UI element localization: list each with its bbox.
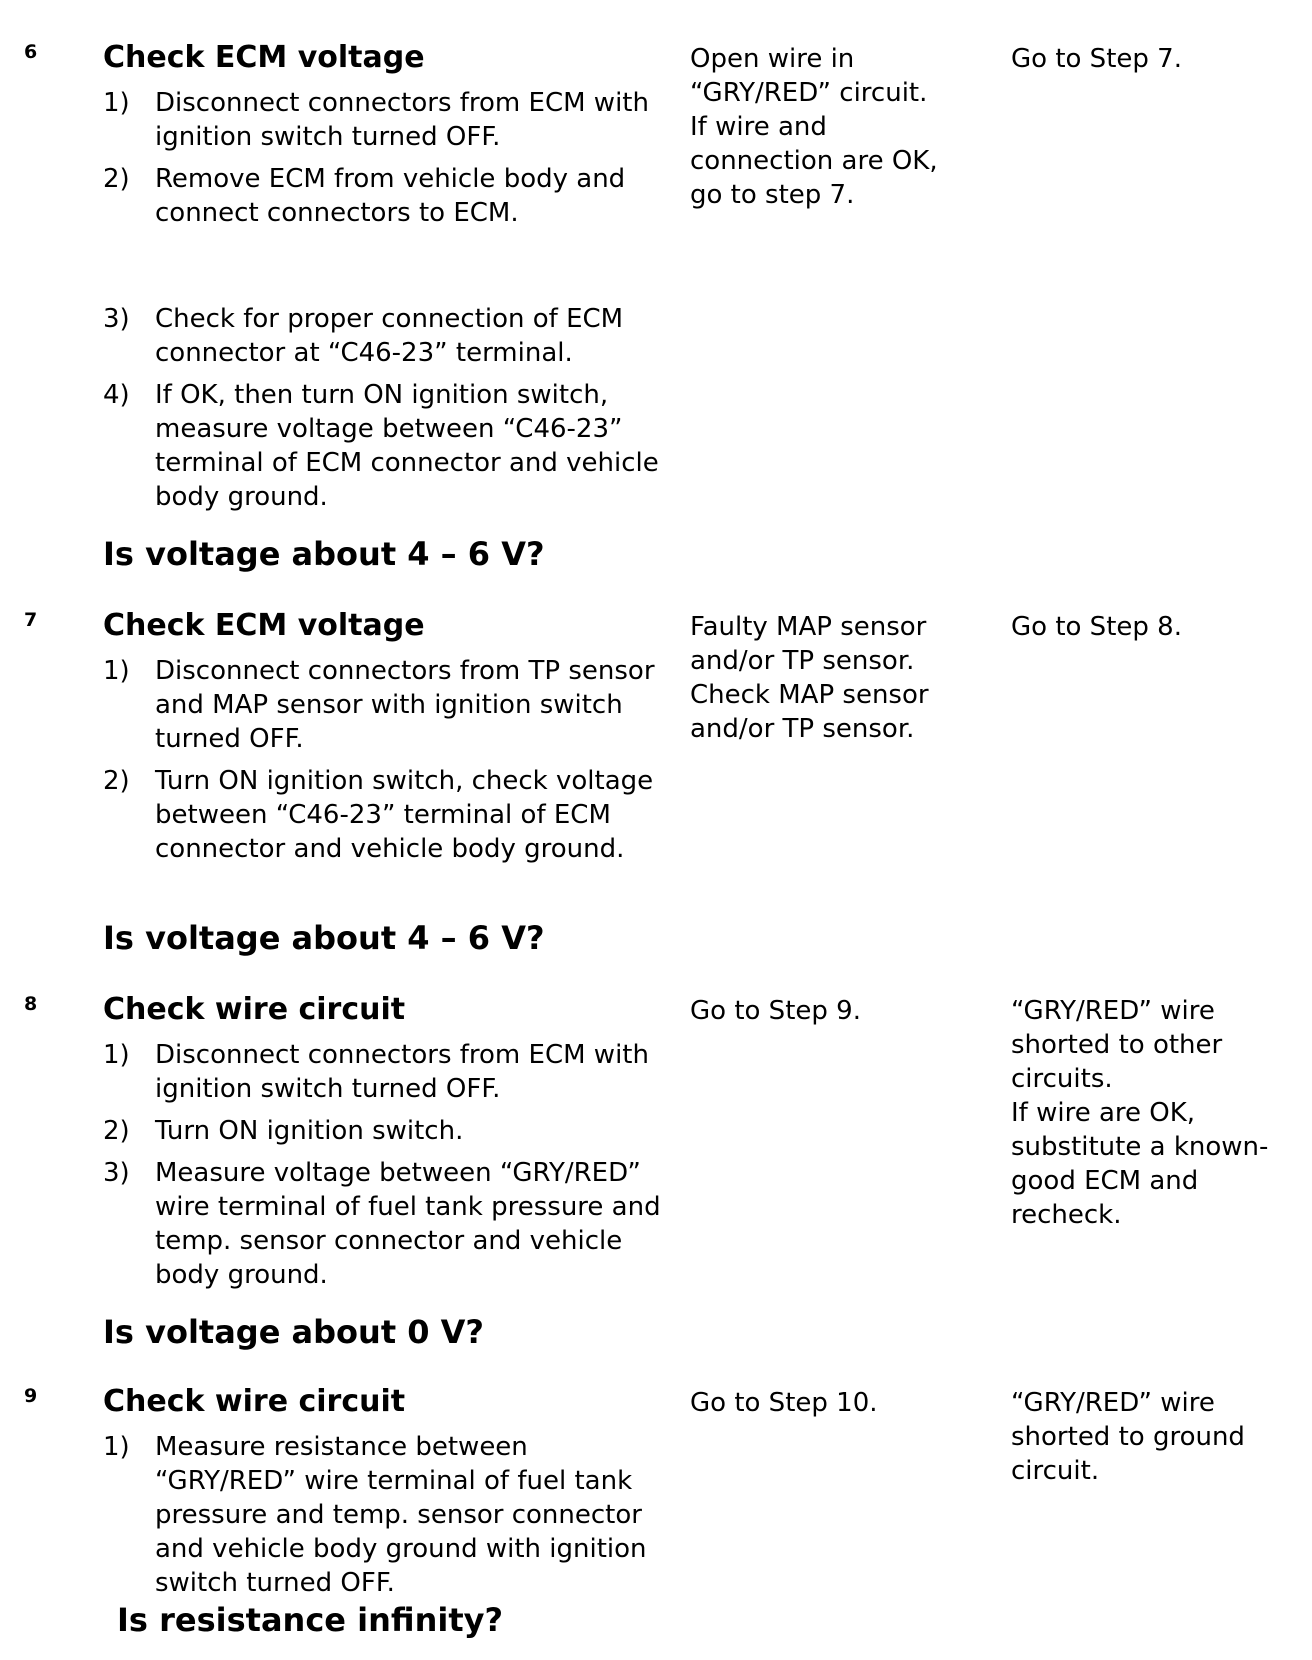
step-title: Check ECM voltage — [103, 608, 425, 643]
substep — [103, 162, 663, 230]
substep-text: Remove ECM from vehicle body and connect connectors to ECM. — [155, 164, 626, 228]
no-result: Go to Step 7. — [1011, 44, 1182, 74]
substep-number: 1) — [103, 1040, 130, 1070]
step-title: Check wire circuit — [103, 992, 406, 1027]
step-number: 9 — [24, 1385, 38, 1407]
substep-text: Measure voltage between “GRY/RED” wire terminal of fuel tank pressure and temp. sensor connector and vehicle body ground. — [155, 1158, 661, 1290]
substep-text: Disconnect connectors from ECM with ignition switch turned OFF. — [155, 88, 649, 152]
substep-list — [103, 86, 663, 238]
step-number: 6 — [24, 41, 38, 63]
step-title: Check ECM voltage — [103, 40, 425, 75]
substep-text: Turn ON ignition switch, check voltage between “C46-23” terminal of ECM connector and vehicle body ground. — [155, 766, 654, 864]
substep — [103, 86, 663, 154]
step-question: Is voltage about 0 V? — [103, 1313, 484, 1351]
substep-number: 1) — [103, 1432, 130, 1462]
substep-number: 3) — [103, 1158, 130, 1188]
step-number: 7 — [24, 609, 38, 631]
step-question: Is resistance infinity? — [117, 1601, 504, 1639]
step-question: Is voltage about 4 – 6 V? — [103, 535, 545, 573]
substep-number: 1) — [103, 88, 130, 118]
substep — [103, 654, 663, 756]
step-number: 8 — [24, 993, 38, 1015]
substep-list — [103, 302, 663, 522]
substep — [103, 1114, 663, 1148]
substep-text: Turn ON ignition switch. — [155, 1116, 464, 1146]
substep-number: 4) — [103, 380, 130, 410]
substep — [103, 764, 663, 866]
substep-list — [103, 1430, 663, 1608]
substep-number: 3) — [103, 304, 130, 334]
substep-text: Disconnect connectors from ECM with ignition switch turned OFF. — [155, 1040, 649, 1104]
substep-number: 1) — [103, 656, 130, 686]
no-result: “GRY/RED” wire shorted to ground circuit. — [1011, 1388, 1245, 1486]
step-question: Is voltage about 4 – 6 V? — [103, 919, 545, 957]
no-result: “GRY/RED” wire shorted to other circuits. If wire are OK, substitute a known- good ECM and recheck. — [1011, 996, 1269, 1230]
substep-number: 2) — [103, 1116, 130, 1146]
yes-result: Open wire in “GRY/RED” circuit. If wire and connection are OK, go to step 7. — [690, 44, 938, 210]
substep-number: 2) — [103, 164, 130, 194]
substep — [103, 378, 663, 514]
substep — [103, 302, 663, 370]
no-result: Go to Step 8. — [1011, 612, 1182, 642]
substep — [103, 1430, 663, 1600]
yes-result: Go to Step 10. — [690, 1388, 878, 1418]
substep — [103, 1038, 663, 1106]
substep-number: 2) — [103, 766, 130, 796]
substep-text: Check for proper connection of ECM connector at “C46-23” terminal. — [155, 304, 624, 368]
substep-list — [103, 654, 663, 874]
yes-result: Faulty MAP sensor and/or TP sensor. Check MAP sensor and/or TP sensor. — [690, 612, 929, 744]
substep — [103, 1156, 663, 1292]
step-title: Check wire circuit — [103, 1384, 406, 1419]
yes-result: Go to Step 9. — [690, 996, 861, 1026]
substep-list — [103, 1038, 663, 1300]
substep-text: Measure resistance between “GRY/RED” wire terminal of fuel tank pressure and temp. sensor connector and vehicle body ground with ignition switch turned OFF. — [155, 1432, 647, 1598]
substep-text: If OK, then turn ON ignition switch, measure voltage between “C46-23” terminal of ECM connector and vehicle body ground. — [155, 380, 659, 512]
substep-text: Disconnect connectors from TP sensor and MAP sensor with ignition switch turned OFF. — [155, 656, 655, 754]
